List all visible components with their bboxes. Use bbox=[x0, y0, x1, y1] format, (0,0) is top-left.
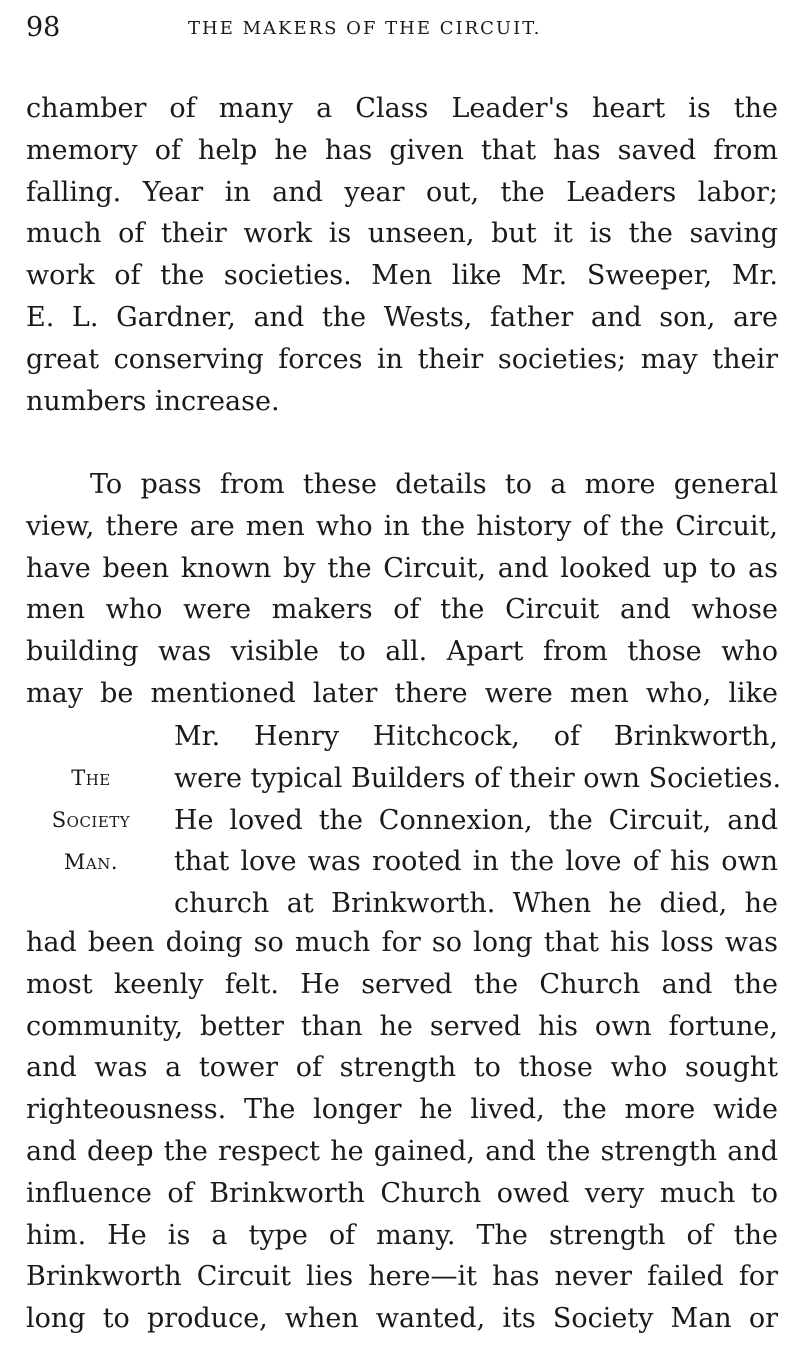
text-line: work of the societies. Men like Mr. Sweeper, Mr. bbox=[26, 260, 778, 292]
indented-text-beside-note bbox=[174, 716, 782, 925]
text-line: and deep the respect he gained, and the strength and bbox=[26, 1135, 778, 1167]
text-line: were typical Builders of their own Societies. bbox=[174, 762, 782, 794]
text-line: He loved the Connexion, the Circuit, and bbox=[174, 804, 778, 836]
text-line: community, better than he served his own fortune, bbox=[26, 1010, 778, 1042]
paragraph-society-man bbox=[26, 464, 778, 715]
text-line: church at Brinkworth. When he died, he bbox=[174, 888, 778, 920]
text-line: view, there are men who in the history of the Circuit, bbox=[26, 510, 778, 542]
text-line: men who were makers of the Circuit and whose bbox=[26, 594, 778, 626]
page-number: 98 bbox=[26, 12, 61, 43]
text-line: influence of Brinkworth Church owed very much to bbox=[26, 1177, 778, 1209]
text-line: had been doing so much for so long that his loss was bbox=[26, 927, 778, 958]
text-line: E. L. Gardner, and the Wests, father and son, are bbox=[26, 301, 778, 333]
sidenote-region bbox=[26, 716, 782, 926]
text-line: righteousness. The longer he lived, the more wide bbox=[26, 1094, 778, 1126]
text-line: much of their work is unseen, but it is the saving bbox=[26, 218, 778, 250]
text-line: that love was rooted in the love of his own bbox=[174, 846, 778, 878]
margin-sidenote bbox=[26, 758, 156, 883]
text-line: have been known by the Circuit, and looked up to as bbox=[26, 552, 778, 584]
text-line: great conserving forces in their societies; may their bbox=[26, 343, 778, 375]
paragraph-continuation bbox=[26, 88, 778, 422]
text-line: Mr. Henry Hitchcock, of Brinkworth, bbox=[174, 721, 778, 752]
text-line: memory of help he has given that has saved from bbox=[26, 134, 778, 166]
text-line: Brinkworth Circuit lies here—it has never failed for bbox=[26, 1261, 778, 1293]
paragraph-society-man-continued bbox=[26, 922, 778, 1340]
text-line: chamber of many a Class Leader's heart is the bbox=[26, 93, 778, 124]
running-head bbox=[26, 10, 776, 46]
running-title: THE MAKERS OF THE CIRCUIT. bbox=[188, 18, 542, 39]
text-line: may be mentioned later there were men who, like bbox=[26, 677, 778, 709]
text-line: building was visible to all. Apart from those who bbox=[26, 636, 778, 668]
sidenote-line: Man. bbox=[63, 849, 119, 874]
text-line: and was a tower of strength to those who sought bbox=[26, 1052, 778, 1084]
text-line: most keenly felt. He served the Church and the bbox=[26, 968, 778, 1000]
text-line: falling. Year in and year out, the Leaders labor; bbox=[26, 176, 778, 208]
text-line: him. He is a type of many. The strength of the bbox=[26, 1219, 778, 1251]
sidenote-line: The bbox=[71, 766, 111, 790]
text-line: To pass from these details to a more general bbox=[90, 469, 778, 500]
sidenote-line: Society bbox=[51, 807, 131, 832]
text-line: long to produce, when wanted, its Society Man or bbox=[26, 1303, 778, 1335]
text-line: numbers increase. bbox=[26, 385, 280, 417]
